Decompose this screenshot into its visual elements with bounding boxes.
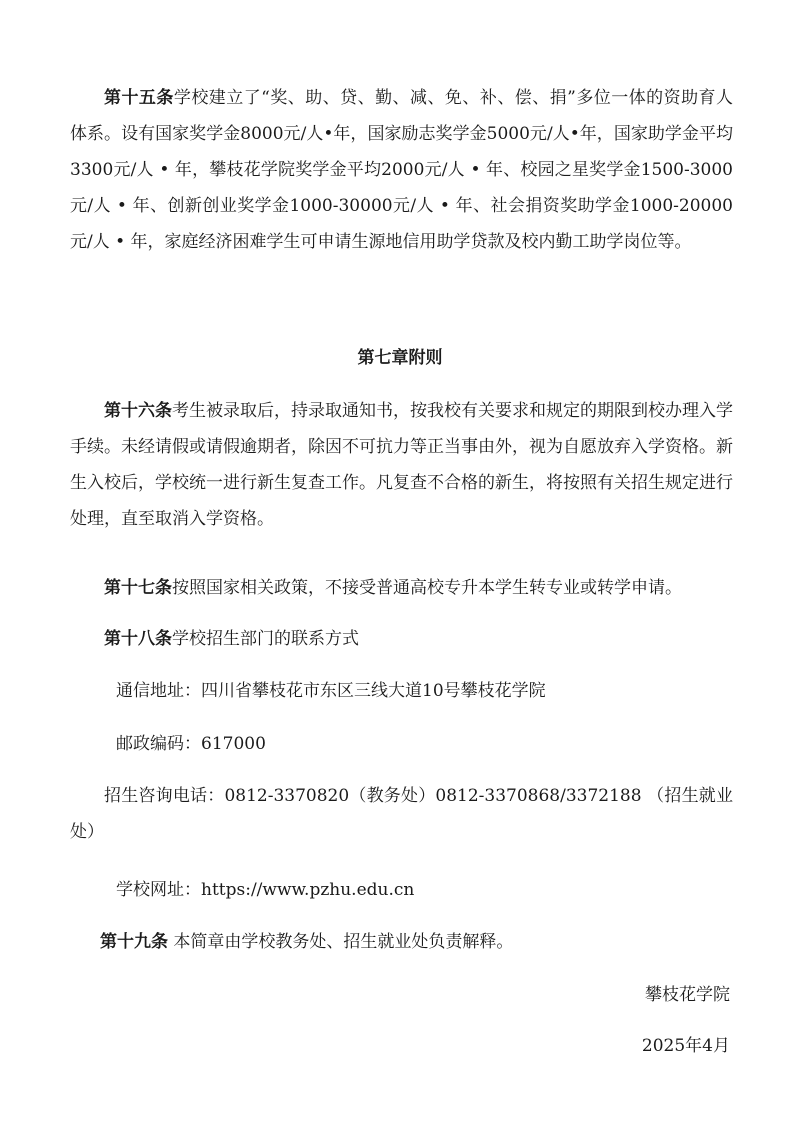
contact-address: 通信地址：四川省攀枝花市东区三线大道10号攀枝花学院 <box>116 681 546 701</box>
signature-date: 2025年4月 <box>641 1036 730 1056</box>
article-19-label: 第十九条 <box>100 932 168 952</box>
article-18 <box>70 621 733 657</box>
contact-postcode: 邮政编码：617000 <box>116 734 266 754</box>
article-18-label: 第十八条 <box>104 629 172 649</box>
article-19 <box>100 924 513 960</box>
article-16-label: 第十六条 <box>104 401 172 421</box>
article-18-text: 学校招生部门的联系方式 <box>172 629 359 649</box>
article-15-text: 学校建立了“奖、助、贷、勤、减、免、补、偿、捐”多位一体的资助育人体系。设有国家奖学金8000元/人•年，国家励志奖学金5000元/人•年，国家助学金平均3300元/人 • 年，攀枝花学院奖学金平均2000元/人 • 年、校园之星奖学金1500-3000元/人 • 年、创新创业奖学金1000-30000元/人 • 年、社会捐资奖助学金1000-20000元/人 • 年，家庭经济困难学生可申请生源地信用助学贷款及校内勤工助学岗位等。 <box>70 88 734 252</box>
article-16-text: 考生被录取后，持录取通知书，按我校有关要求和规定的期限到校办理入学手续。未经请假或请假逾期者，除因不可抗力等正当事由外，视为自愿放弃入学资格。新生入校后，学校统一进行新生复查工作。凡复查不合格的新生，将按照有关招生规定进行处理，直至取消入学资格。 <box>70 401 733 529</box>
article-17-text: 按照国家相关政策，不接受普通高校专升本学生转专业或转学申请。 <box>172 578 682 598</box>
contact-website: 学校网址：https://www.pzhu.edu.cn <box>116 880 415 900</box>
article-15 <box>70 80 733 260</box>
article-17-label: 第十七条 <box>104 578 172 598</box>
article-17 <box>70 570 733 606</box>
article-16 <box>70 393 733 537</box>
signature-organization: 攀枝花学院 <box>645 985 730 1005</box>
chapter-heading: 第七章附则 <box>357 348 443 368</box>
contact-phone: 招生咨询电话：0812-3370820（教务处）0812-3370868/3372188 （招生就业处） <box>70 786 733 842</box>
article-19-text: 本简章由学校教务处、招生就业处负责解释。 <box>168 932 514 952</box>
article-15-label: 第十五条 <box>104 88 174 108</box>
